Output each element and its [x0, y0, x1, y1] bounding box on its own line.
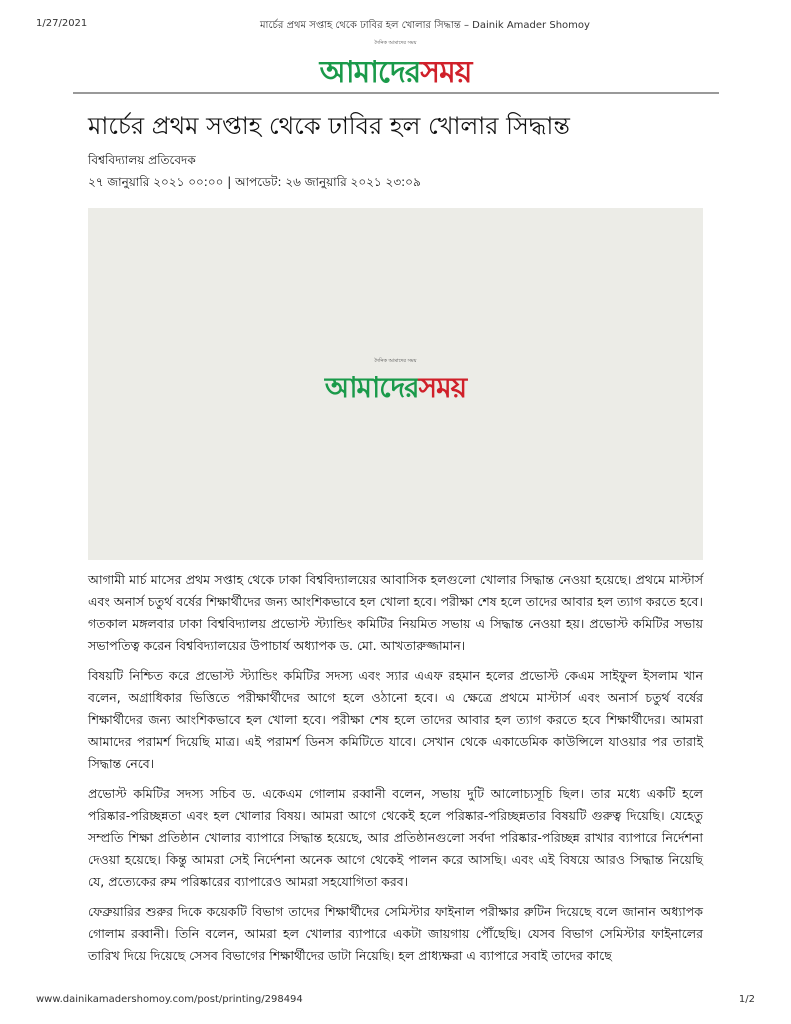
- print-page-number: 1/2: [738, 994, 755, 1005]
- placeholder-logo: [88, 358, 703, 413]
- article-dateline: ২৭ জানুয়ারি ২০২১ ০০:০০ | আপডেট: ২৬ জানুয়ারি ২০২১ ২৩:০৯: [88, 175, 421, 189]
- article-paragraph: ফেব্রুয়ারির শুরুর দিকে কয়েকটি বিভাগ তাদের শিক্ষার্থীদের সেমিস্টার ফাইনাল পরীক্ষার রুটিন দিয়েছে বলে জানান অধ্যাপক গোলাম রব্বানী। তিনি বলেন, আমরা হল খোলার ব্যাপারে একটা জায়গায় পৌঁছেছি। যেসব বিভাগ সেমিস্টার ফাইনালের তারিখ দিয়ে দিয়েছে সেসব বিভাগের শিক্ষার্থীদের ডাটা নিয়েছি। হল প্রাধ্যক্ষরা এ ব্যাপারে সবাই তাদের কাছে: [88, 904, 703, 963]
- print-url: www.dainikamadershomoy.com/post/printing/298494: [36, 994, 303, 1005]
- placeholder-logo-tagline: দৈনিক আমাদের সময়: [374, 358, 417, 364]
- article-paragraph: বিষয়টি নিশ্চিত করে প্রভোস্ট স্ট্যান্ডিং কমিটির সদস্য এবং স্যার এএফ রহমান হলের প্রভোস্ট কেএম সাইফুল ইসলাম খান বলেন, অগ্রাধিকার ভিত্তিতে পরীক্ষার্থীদের আগে হলে ওঠানো হবে। এ ক্ষেত্রে প্রথমে মাস্টার্স এবং অনার্স চতুর্থ বর্ষের শিক্ষার্থীদের জন্য আংশিকভাবে হল খোলা হবে। পরীক্ষা শেষ হলে তাদের আবার হল ত্যাগ করতে হবে শিক্ষার্থীদের। আমরা আমাদের পরামর্শ দিয়েছি মাত্র। এই পরামর্শ ডিনস কমিটিতে যাবে। সেখান থেকে একাডেমিক কাউন্সিলে যাওয়ার পর তারাই সিদ্ধান্ত নেবে।: [88, 668, 703, 771]
- print-page-title: মার্চের প্রথম সপ্তাহ থেকে ঢাবির হল খোলার সিদ্ধান্ত – Dainik Amader Shomoy: [260, 20, 590, 31]
- site-logo[interactable]: [0, 40, 791, 99]
- article-paragraph: আগামী মার্চ মাসের প্রথম সপ্তাহ থেকে ঢাকা বিশ্ববিদ্যালয়ের আবাসিক হলগুলো খোলার সিদ্ধান্ত নেওয়া হয়েছে। প্রথমে মাস্টার্স এবং অনার্স চতুর্থ বর্ষের শিক্ষার্থীদের জন্য আংশিকভাবে হল খোলা হবে। পরীক্ষা শেষ হলে তাদের আবার হল ত্যাগ করতে হবে। গতকাল মঙ্গলবার ঢাকা বিশ্ববিদ্যালয় প্রভোস্ট স্ট্যান্ডিং কমিটির নিয়মিত সভায় এ সিদ্ধান্ত নেওয়া হয়। প্রভোস্ট কমিটির সভায় সভাপতিত্ব করেন বিশ্ববিদ্যালয়ের উপাচার্য অধ্যাপক ড. মো. আখতারুজ্জামান।: [88, 572, 703, 653]
- article-paragraph: প্রভোস্ট কমিটির সদস্য সচিব ড. একেএম গোলাম রব্বানী বলেন, সভায় দুটি আলোচ্যসূচি ছিল। তার মধ্যে একটি হলে পরিষ্কার-পরিচ্ছন্নতা এবং হল খোলার বিষয়। আমরা আগে থেকেই হলে পরিষ্কার-পরিচ্ছন্নতার বিষয়টি গুরুত্ব দিয়েছি। যেহেতু সম্প্রতি শিক্ষা প্রতিষ্ঠান খোলার ব্যাপারে সিদ্ধান্ত হয়েছে, আর প্রতিষ্ঠানগুলো সর্বদা পরিষ্কার-পরিচ্ছন্ন রাখার ব্যাপারে নির্দেশনা দেওয়া হয়েছে। কিন্তু আমরা সেই নির্দেশনা অনেক আগে থেকেই পালন করে আসছি। এবং এই বিষয়ে আরও সিদ্ধান্ত নিয়েছি যে, প্রত্যেকের রুম পরিষ্কারের ব্যাপারেও আমরা সহযোগিতা করব।: [88, 786, 703, 889]
- placeholder-logo-part-green: আমাদের: [324, 371, 419, 404]
- placeholder-logo-part-red: সময়: [418, 371, 467, 404]
- article-byline: বিশ্ববিদ্যালয় প্রতিবেদক: [88, 153, 196, 167]
- article-image-placeholder: [88, 208, 703, 560]
- header-divider: [73, 92, 719, 94]
- logo-tagline: দৈনিক আমাদের সময়: [374, 40, 417, 46]
- article-body: [88, 569, 703, 975]
- logo-part-green: আমাদের: [319, 55, 421, 90]
- logo-part-red: সময়: [420, 55, 472, 90]
- print-date: 1/27/2021: [36, 18, 88, 29]
- article-headline: মার্চের প্রথম সপ্তাহ থেকে ঢাবির হল খোলার সিদ্ধান্ত: [88, 112, 570, 140]
